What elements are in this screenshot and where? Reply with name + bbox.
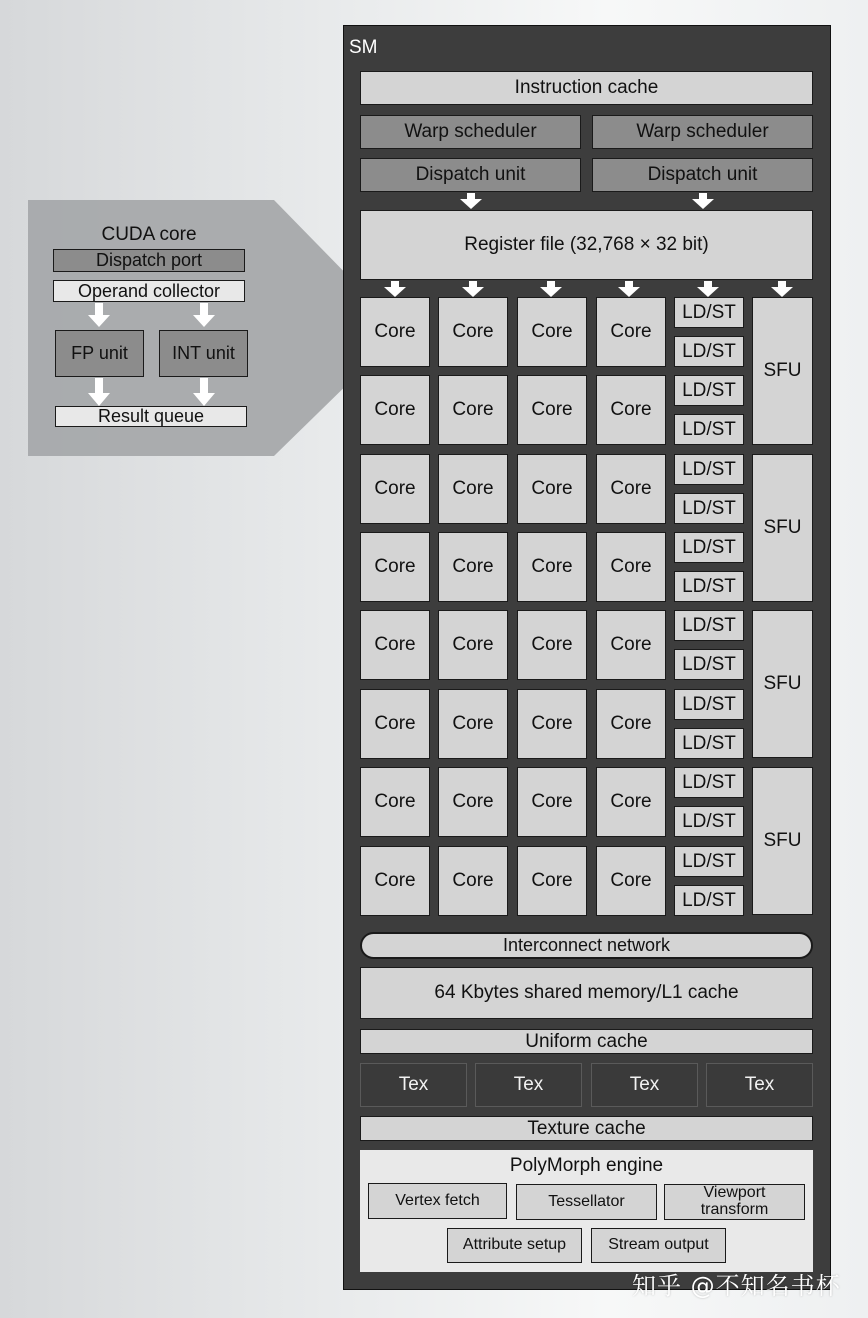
ld-st-unit: LD/ST	[674, 571, 744, 602]
cuda-core: Core	[360, 375, 430, 445]
ld-st-unit: LD/ST	[674, 610, 744, 641]
cuda-core: Core	[438, 846, 508, 916]
instruction-cache: Instruction cache	[360, 71, 813, 105]
cuda-core: Core	[596, 846, 666, 916]
sfu-unit: SFU	[752, 454, 813, 602]
cuda-core: Core	[596, 767, 666, 837]
register-file: Register file (32,768 × 32 bit)	[360, 210, 813, 280]
ld-st-unit: LD/ST	[674, 885, 744, 916]
cuda-core: Core	[517, 846, 587, 916]
ld-st-unit: LD/ST	[674, 454, 744, 485]
viewport-transform	[664, 1184, 805, 1220]
ld-st-unit: LD/ST	[674, 649, 744, 680]
cuda-core: Core	[438, 532, 508, 602]
vertex-fetch: Vertex fetch	[368, 1183, 507, 1219]
arrow-down-icon	[462, 281, 484, 297]
fp-unit: FP unit	[55, 330, 144, 377]
cuda-core: Core	[438, 610, 508, 680]
ld-st-unit: LD/ST	[674, 689, 744, 720]
cuda-core: Core	[596, 375, 666, 445]
cuda-core: Core	[517, 532, 587, 602]
warp-scheduler-2: Warp scheduler	[592, 115, 813, 149]
ld-st-unit: LD/ST	[674, 806, 744, 837]
operand-collector: Operand collector	[53, 280, 245, 302]
sfu-unit: SFU	[752, 297, 813, 445]
cuda-core: Core	[517, 375, 587, 445]
cuda-core-title: CUDA core	[101, 224, 197, 245]
cuda-core: Core	[517, 689, 587, 759]
tessellator: Tessellator	[516, 1184, 657, 1220]
ld-st-unit: LD/ST	[674, 728, 744, 759]
sfu-unit: SFU	[752, 767, 813, 915]
stream-output: Stream output	[591, 1228, 726, 1263]
cuda-core: Core	[517, 454, 587, 524]
ld-st-unit: LD/ST	[674, 336, 744, 367]
cuda-core: Core	[360, 846, 430, 916]
cuda-core: Core	[517, 610, 587, 680]
ld-st-unit: LD/ST	[674, 493, 744, 524]
result-queue: Result queue	[55, 406, 247, 427]
tex-unit-3: Tex	[591, 1063, 698, 1107]
cuda-core: Core	[596, 532, 666, 602]
arrow-down-icon	[540, 281, 562, 297]
cuda-core: Core	[360, 610, 430, 680]
texture-cache: Texture cache	[360, 1116, 813, 1141]
viewport-transform-line2: transform	[700, 1201, 769, 1218]
cuda-core: Core	[360, 454, 430, 524]
watermark: 知乎 @不知名书杯	[632, 1272, 841, 1300]
polymorph-engine-title: PolyMorph engine	[509, 1155, 664, 1176]
ld-st-unit: LD/ST	[674, 414, 744, 445]
cuda-core: Core	[438, 454, 508, 524]
arrow-down-icon	[193, 378, 215, 394]
arrow-down-icon	[771, 281, 793, 297]
arrow-down-icon	[460, 193, 482, 209]
cuda-core: Core	[438, 297, 508, 367]
arrow-down-icon	[618, 281, 640, 297]
cuda-core: Core	[360, 689, 430, 759]
ld-st-unit: LD/ST	[674, 375, 744, 406]
dispatch-port: Dispatch port	[53, 249, 245, 272]
cuda-core: Core	[360, 532, 430, 602]
uniform-cache: Uniform cache	[360, 1029, 813, 1054]
arrow-down-icon	[88, 303, 110, 319]
ld-st-unit: LD/ST	[674, 532, 744, 563]
cuda-core: Core	[438, 375, 508, 445]
arrow-down-icon	[692, 193, 714, 209]
cuda-core: Core	[360, 767, 430, 837]
sm-label: SM	[349, 37, 378, 58]
arrow-down-icon	[88, 378, 110, 394]
cuda-core: Core	[360, 297, 430, 367]
tex-unit-4: Tex	[706, 1063, 813, 1107]
arrow-down-icon	[193, 303, 215, 319]
ld-st-unit: LD/ST	[674, 846, 744, 877]
cuda-core: Core	[596, 297, 666, 367]
arrow-down-icon	[384, 281, 406, 297]
arrow-down-icon	[697, 281, 719, 297]
cuda-core: Core	[438, 689, 508, 759]
tex-unit-1: Tex	[360, 1063, 467, 1107]
cuda-core: Core	[438, 767, 508, 837]
interconnect-network: Interconnect network	[360, 932, 813, 959]
ld-st-unit: LD/ST	[674, 767, 744, 798]
sfu-unit: SFU	[752, 610, 813, 758]
dispatch-unit-2: Dispatch unit	[592, 158, 813, 192]
shared-memory-l1-cache: 64 Kbytes shared memory/L1 cache	[360, 967, 813, 1019]
tex-unit-2: Tex	[475, 1063, 582, 1107]
ld-st-unit: LD/ST	[674, 297, 744, 328]
cuda-core: Core	[596, 689, 666, 759]
attribute-setup: Attribute setup	[447, 1228, 582, 1263]
warp-scheduler-1: Warp scheduler	[360, 115, 581, 149]
cuda-core: Core	[517, 297, 587, 367]
int-unit: INT unit	[159, 330, 248, 377]
dispatch-unit-1: Dispatch unit	[360, 158, 581, 192]
cuda-core: Core	[596, 454, 666, 524]
viewport-transform-line1: Viewport	[703, 1184, 766, 1202]
cuda-core: Core	[517, 767, 587, 837]
cuda-core: Core	[596, 610, 666, 680]
